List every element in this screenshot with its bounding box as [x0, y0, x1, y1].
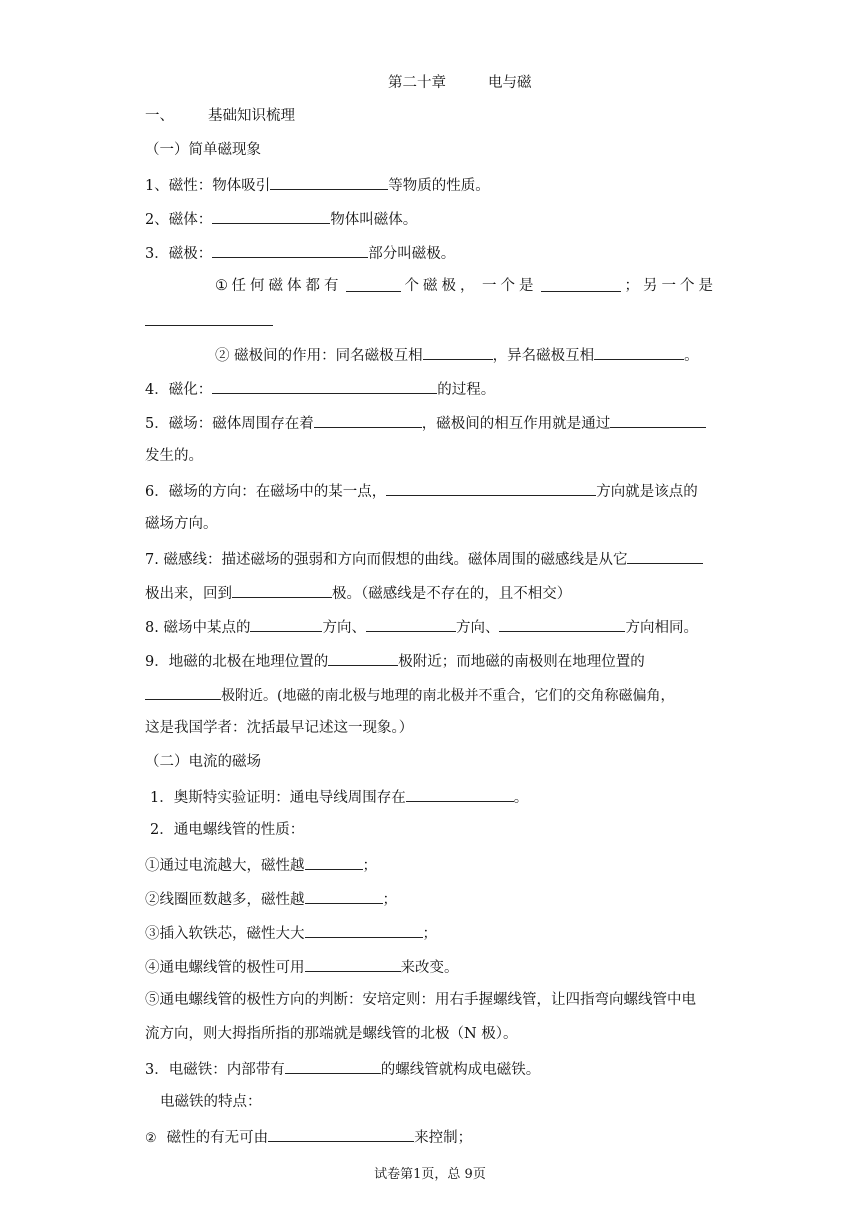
chapter-name: 电与磁	[488, 75, 532, 91]
item-7-cont: 极出来，回到 极。（磁感线是不存在的，且不相交）	[145, 582, 571, 604]
item-6-cont: 磁场方向。	[145, 516, 218, 532]
item2-2-a: ①通过电流越大，磁性越 ；	[145, 854, 377, 876]
item-3-sub-2: ② 磁极间的作用：同名磁极互相 ，异名磁极互相 。	[215, 344, 699, 366]
blank-field[interactable]	[212, 208, 330, 224]
blank-field[interactable]	[232, 582, 332, 598]
blank-field[interactable]	[346, 276, 401, 292]
blank-field[interactable]	[499, 616, 625, 632]
blank-field[interactable]	[366, 616, 456, 632]
blank-field[interactable]	[270, 174, 388, 190]
chapter-number: 第二十章	[388, 75, 446, 91]
item-2: 2、磁体： 物体叫磁体。	[145, 208, 417, 230]
blank-field[interactable]	[610, 412, 706, 428]
item-5-cont: 发生的。	[145, 448, 203, 464]
item2-3-a: ② 磁性的有无可由 来控制；	[145, 1126, 472, 1149]
blank-field[interactable]	[627, 548, 703, 564]
blank-field[interactable]	[406, 786, 514, 802]
item2-3-title: 电磁铁的特点：	[160, 1094, 262, 1110]
blank-field[interactable]	[285, 1058, 381, 1074]
blank-field[interactable]	[305, 956, 401, 972]
item2-2: 2．通电螺线管的性质：	[150, 822, 305, 838]
item-7: 7. 磁感线：描述磁场的强弱和方向而假想的曲线。磁体周围的磁感线是从它	[145, 548, 703, 570]
subsection-heading: （一）简单磁现象	[145, 142, 261, 158]
blank-field[interactable]	[145, 310, 273, 326]
item-1: 1、磁性：物体吸引 等物质的性质。	[145, 174, 490, 196]
item-6: 6．磁场的方向：在磁场中的某一点， 方向就是该点的	[145, 480, 698, 502]
item-3-sub-1-cont	[145, 310, 273, 332]
item2-2-e: ⑤通电螺线管的极性方向的判断：安培定则：用右手握螺线管，让四指弯向螺线管中电	[145, 992, 696, 1008]
blank-field[interactable]	[541, 276, 621, 292]
page-footer: 试卷第1页，总 9页	[374, 1167, 486, 1182]
item2-2-e-cont: 流方向，则大拇指所指的那端就是螺线管的北极（N 极）。	[145, 1026, 518, 1042]
blank-field[interactable]	[250, 616, 322, 632]
blank-field[interactable]	[314, 412, 422, 428]
blank-field[interactable]	[423, 344, 493, 360]
blank-field[interactable]	[145, 684, 221, 700]
item2-1: 1．奥斯特实验证明：通电导线周围存在 。	[150, 786, 528, 808]
blank-field[interactable]	[268, 1126, 414, 1142]
blank-field[interactable]	[212, 378, 437, 394]
item-5: 5．磁场：磁体周围存在着 ，磁极间的相互作用就是通过	[145, 412, 706, 434]
blank-field[interactable]	[386, 480, 596, 496]
item2-2-b: ②线圈匝数越多，磁性越 ；	[145, 888, 397, 910]
blank-field[interactable]	[212, 242, 368, 258]
subsection-heading-2: （二）电流的磁场	[145, 754, 261, 770]
section-heading: 一、 基础知识梳理	[145, 108, 295, 124]
item-9-cont-2: 这是我国学者：沈括最早记述这一现象。）	[145, 720, 414, 736]
blank-field[interactable]	[328, 650, 398, 666]
item2-2-d: ④通电螺线管的极性可用 来改变。	[145, 956, 459, 978]
blank-field[interactable]	[305, 922, 423, 938]
item-9: 9．地磁的北极在地理位置的 极附近；而地磁的南极则在地理位置的	[145, 650, 645, 672]
blank-field[interactable]	[305, 888, 383, 904]
item2-2-c: ③插入软铁芯，磁性大大 ；	[145, 922, 437, 944]
page-title	[388, 73, 532, 93]
blank-field[interactable]	[305, 854, 363, 870]
item-9-cont: 极附近。(地磁的南北极与地理的南北极并不重合，它们的交角称磁偏角，	[145, 684, 674, 706]
item-3-sub-1: ① 任何磁体都有 个磁极， 一个是 ；另一个是	[215, 278, 717, 294]
item2-3: 3．电磁铁：内部带有 的螺线管就构成电磁铁。	[145, 1058, 540, 1080]
item-3: 3．磁极： 部分叫磁极。	[145, 242, 455, 264]
item-8: 8. 磁场中某点的 方向、 方向、 方向相同。	[145, 616, 698, 638]
blank-field[interactable]	[594, 344, 684, 360]
item-4: 4．磁化： 的过程。	[145, 378, 495, 400]
